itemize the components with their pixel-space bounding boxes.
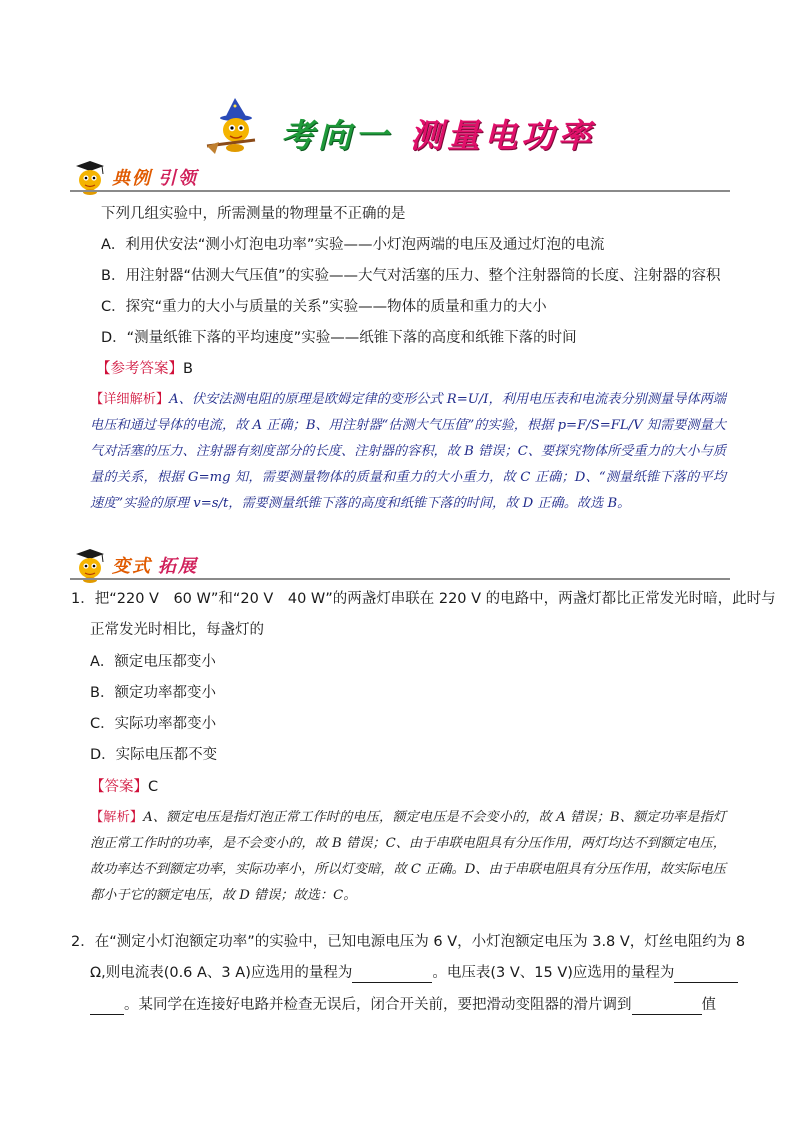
q1-stem-line1: 1．把“220 V 60 W”和“20 V 40 W”的两盏灯串联在 220 V 的电路中，两盏灯都比正常发光时暗，此时与 bbox=[71, 591, 776, 607]
q2-stem-line3: 。某同学在连接好电路并检查无误后，闭合开关前，要把滑动变阻器的滑片调到 值 bbox=[90, 995, 716, 1015]
section-divider bbox=[70, 190, 730, 192]
example-option-d: D．“测量纸锥下落的平均速度”实验——纸锥下落的高度和纸锥下落的时间 bbox=[101, 330, 577, 346]
page-header bbox=[205, 96, 625, 158]
section-head-example bbox=[70, 160, 730, 196]
answer-tag: 【答案】 bbox=[90, 779, 148, 795]
answer-value: B bbox=[183, 361, 193, 377]
q1-option-d: D．实际电压都不变 bbox=[90, 747, 218, 763]
page-title bbox=[281, 110, 595, 157]
example-question: 下列几组实验中，所需测量的物理量不正确的是 bbox=[101, 206, 406, 222]
section-label: 变式 拓展 bbox=[112, 556, 198, 577]
q1-analysis bbox=[90, 805, 726, 909]
answer-value: C bbox=[148, 779, 159, 795]
q1-option-a: A．额定电压都变小 bbox=[90, 654, 216, 670]
q1-answer bbox=[90, 777, 158, 797]
section-divider bbox=[70, 578, 730, 580]
example-option-a: A．利用伏安法“测小灯泡电功率”实验——小灯泡两端的电压及通过灯泡的电流 bbox=[101, 237, 605, 253]
q2-stem-line2: Ω,则电流表(0.6 A、3 A)应选用的量程为 。电压表(3 V、15 V)应选用的量程为 bbox=[90, 963, 738, 983]
answer-tag: 【参考答案】 bbox=[96, 361, 183, 377]
title-part-one: 考向一 bbox=[281, 116, 392, 155]
section-label: 典例 引领 bbox=[112, 168, 198, 189]
example-answer bbox=[96, 359, 193, 379]
q1-option-b: B．额定功率都变小 bbox=[90, 685, 216, 701]
example-analysis bbox=[90, 387, 726, 517]
analysis-tag: 【详细解析】 bbox=[90, 392, 170, 407]
answer-blank-2[interactable] bbox=[674, 966, 738, 983]
analysis-text: A、伏安法测电阻的原理是欧姆定律的变形公式 R=U/I，利用电压表和电流表分别测量导体两端电压和通过导体的电流，故 A 正确；B、用注射器“估测大气压值”的实验，根据 p=F/S=FL/V 知需要测量大气对活塞的压力、注射器有刻度部分的长度、注射器的容积，故 B 错误；C、要探究物体所受重力的大小与质量的关系，根据 G=mg 知，需要测量物体的质量和重力的大小重力，故 C 正确；D、“测量纸锥下落的平均速度”实验的原理 v=s/t，需要测量纸锥下落的高度和纸锥下落的时间，故 D 正确。故选 B。 bbox=[90, 392, 726, 511]
title-part-two: 测量电功率 bbox=[410, 116, 595, 155]
answer-blank-2-cont[interactable] bbox=[90, 998, 124, 1015]
q1-stem-line2: 正常发光时相比，每盏灯的 bbox=[90, 622, 264, 638]
example-option-b: B．用注射器“估测大气压值”的实验——大气对活塞的压力、整个注射器筒的长度、注射器的容积 bbox=[101, 268, 721, 284]
wizard-mascot-icon bbox=[205, 96, 275, 158]
q1-option-c: C．实际功率都变小 bbox=[90, 716, 217, 732]
analysis-text: A、额定电压是指灯泡正常工作时的电压，额定电压是不会变小的，故 A 错误；B、额定功率是指灯泡正常工作时的功率，是不会变小的，故 B 错误；C、由于串联电阻具有分压作用，两灯均达不到额定电压，故功率达不到额定功率，实际功率小，所以灯变暗，故 C 正确。D、由于串联电阻具有分压作用，故实际电压都小于它的额定电压，故 D 错误；故选：C。 bbox=[90, 810, 726, 903]
analysis-tag: 【解析】 bbox=[90, 810, 144, 825]
answer-blank-1[interactable] bbox=[352, 966, 432, 983]
answer-blank-3[interactable] bbox=[632, 998, 702, 1015]
section-head-extension bbox=[70, 548, 730, 584]
q2-stem-line1: 2．在“测定小灯泡额定功率”的实验中，已知电源电压为 6 V，小灯泡额定电压为 3.8 V，灯丝电阻约为 8 bbox=[71, 934, 746, 950]
example-option-c: C．探究“重力的大小与质量的关系”实验——物体的质量和重力的大小 bbox=[101, 299, 547, 315]
